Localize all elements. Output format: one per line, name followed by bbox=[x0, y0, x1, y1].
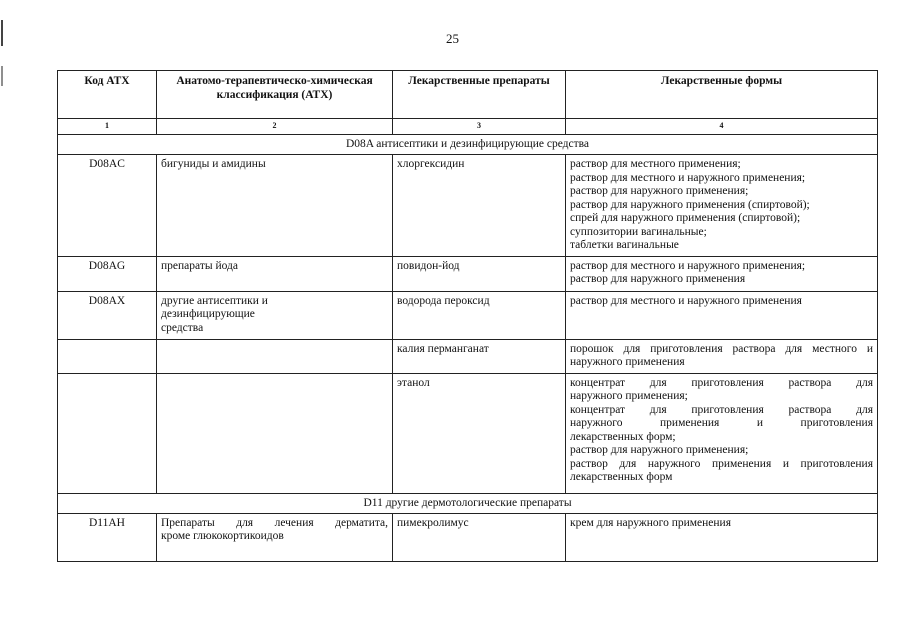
form-line: наружного применения bbox=[570, 356, 685, 368]
scan-mark bbox=[1, 66, 3, 86]
header-atx-classification: Анатомо-терапевтическо-химическая классификация (АТХ) bbox=[157, 71, 393, 119]
atx-name-cell bbox=[157, 291, 393, 339]
forms-cell bbox=[566, 155, 878, 257]
form-line: раствор для наружного применения и приготовления bbox=[570, 457, 873, 470]
forms-cell bbox=[566, 256, 878, 291]
atx-name-line: дезинфицирующие bbox=[161, 308, 255, 320]
atx-table bbox=[57, 70, 878, 562]
form-line: концентрат для приготовления раствора для bbox=[570, 403, 873, 416]
atx-code-cell: D08AC bbox=[58, 155, 157, 257]
form-line: раствор для местного и наружного применения bbox=[570, 294, 802, 307]
section-row bbox=[58, 135, 878, 155]
header-drugs: Лекарственные препараты bbox=[393, 71, 566, 119]
table-row bbox=[58, 373, 878, 493]
forms-cell bbox=[566, 373, 878, 493]
atx-code-cell: D08AX bbox=[58, 291, 157, 339]
table-row bbox=[58, 155, 878, 257]
header-forms: Лекарственные формы bbox=[566, 71, 878, 119]
form-line: лекарственных форм bbox=[570, 471, 673, 483]
atx-name-cell bbox=[157, 339, 393, 373]
header-code: Код АТХ bbox=[58, 71, 157, 119]
form-line: раствор для местного применения; bbox=[570, 158, 741, 170]
form-line: суппозитории вагинальные; bbox=[570, 225, 707, 238]
atx-name-cell bbox=[157, 513, 393, 561]
section-title: D11 другие дермотологические препараты bbox=[58, 493, 878, 513]
atx-name-line: средства bbox=[161, 321, 204, 334]
form-line: раствор для наружного применения; bbox=[570, 444, 749, 456]
form-line: раствор для наружного применения (спиртовой); bbox=[570, 198, 810, 211]
atx-name-cell: бигуниды и амидины bbox=[157, 155, 393, 257]
column-number: 4 bbox=[566, 119, 878, 135]
column-number: 2 bbox=[157, 119, 393, 135]
column-number: 1 bbox=[58, 119, 157, 135]
header-row bbox=[58, 71, 878, 119]
drug-cell: этанол bbox=[393, 373, 566, 493]
atx-code-cell: D08AG bbox=[58, 256, 157, 291]
form-line: раствор для местного и наружного применения; bbox=[570, 171, 806, 184]
forms-cell bbox=[566, 513, 878, 561]
form-line: спрей для наружного применения (спиртовой); bbox=[570, 212, 801, 224]
form-line: раствор для наружного применения bbox=[570, 273, 746, 285]
form-line: раствор для местного и наружного применения; bbox=[570, 259, 806, 272]
forms-cell bbox=[566, 339, 878, 373]
form-line: наружного применения и приготовления bbox=[570, 417, 873, 429]
atx-code-cell bbox=[58, 373, 157, 493]
form-line: крем для наружного применения bbox=[570, 516, 732, 529]
atx-code-cell bbox=[58, 339, 157, 373]
form-line: концентрат для приготовления раствора для bbox=[570, 376, 873, 389]
column-number: 3 bbox=[393, 119, 566, 135]
forms-cell bbox=[566, 291, 878, 339]
table-row bbox=[58, 339, 878, 373]
form-line: раствор для наружного применения; bbox=[570, 185, 749, 197]
drug-cell: пимекролимус bbox=[393, 513, 566, 561]
drug-cell: повидон-йод bbox=[393, 256, 566, 291]
atx-name-cell bbox=[157, 373, 393, 493]
atx-name-line: кроме глюкокортикоидов bbox=[161, 530, 284, 542]
form-line: лекарственных форм; bbox=[570, 430, 676, 443]
drug-cell: хлоргексидин bbox=[393, 155, 566, 257]
atx-name-cell: препараты йода bbox=[157, 256, 393, 291]
atx-name-line: другие антисептики и bbox=[161, 294, 268, 307]
atx-code-cell: D11AH bbox=[58, 513, 157, 561]
column-number-row bbox=[58, 119, 878, 135]
table-row bbox=[58, 291, 878, 339]
form-line: таблетки вагинальные bbox=[570, 239, 679, 251]
drug-cell: водорода пероксид bbox=[393, 291, 566, 339]
atx-name-line: Препараты для лечения дерматита, bbox=[161, 516, 388, 529]
scan-mark bbox=[1, 20, 3, 46]
table-row bbox=[58, 513, 878, 561]
drug-cell: калия перманганат bbox=[393, 339, 566, 373]
section-title: D08A антисептики и дезинфицирующие средства bbox=[58, 135, 878, 155]
page-number: 25 bbox=[446, 31, 459, 46]
form-line: порошок для приготовления раствора для местного и bbox=[570, 342, 873, 355]
form-line: наружного применения; bbox=[570, 390, 688, 402]
table-row bbox=[58, 256, 878, 291]
section-row bbox=[58, 493, 878, 513]
